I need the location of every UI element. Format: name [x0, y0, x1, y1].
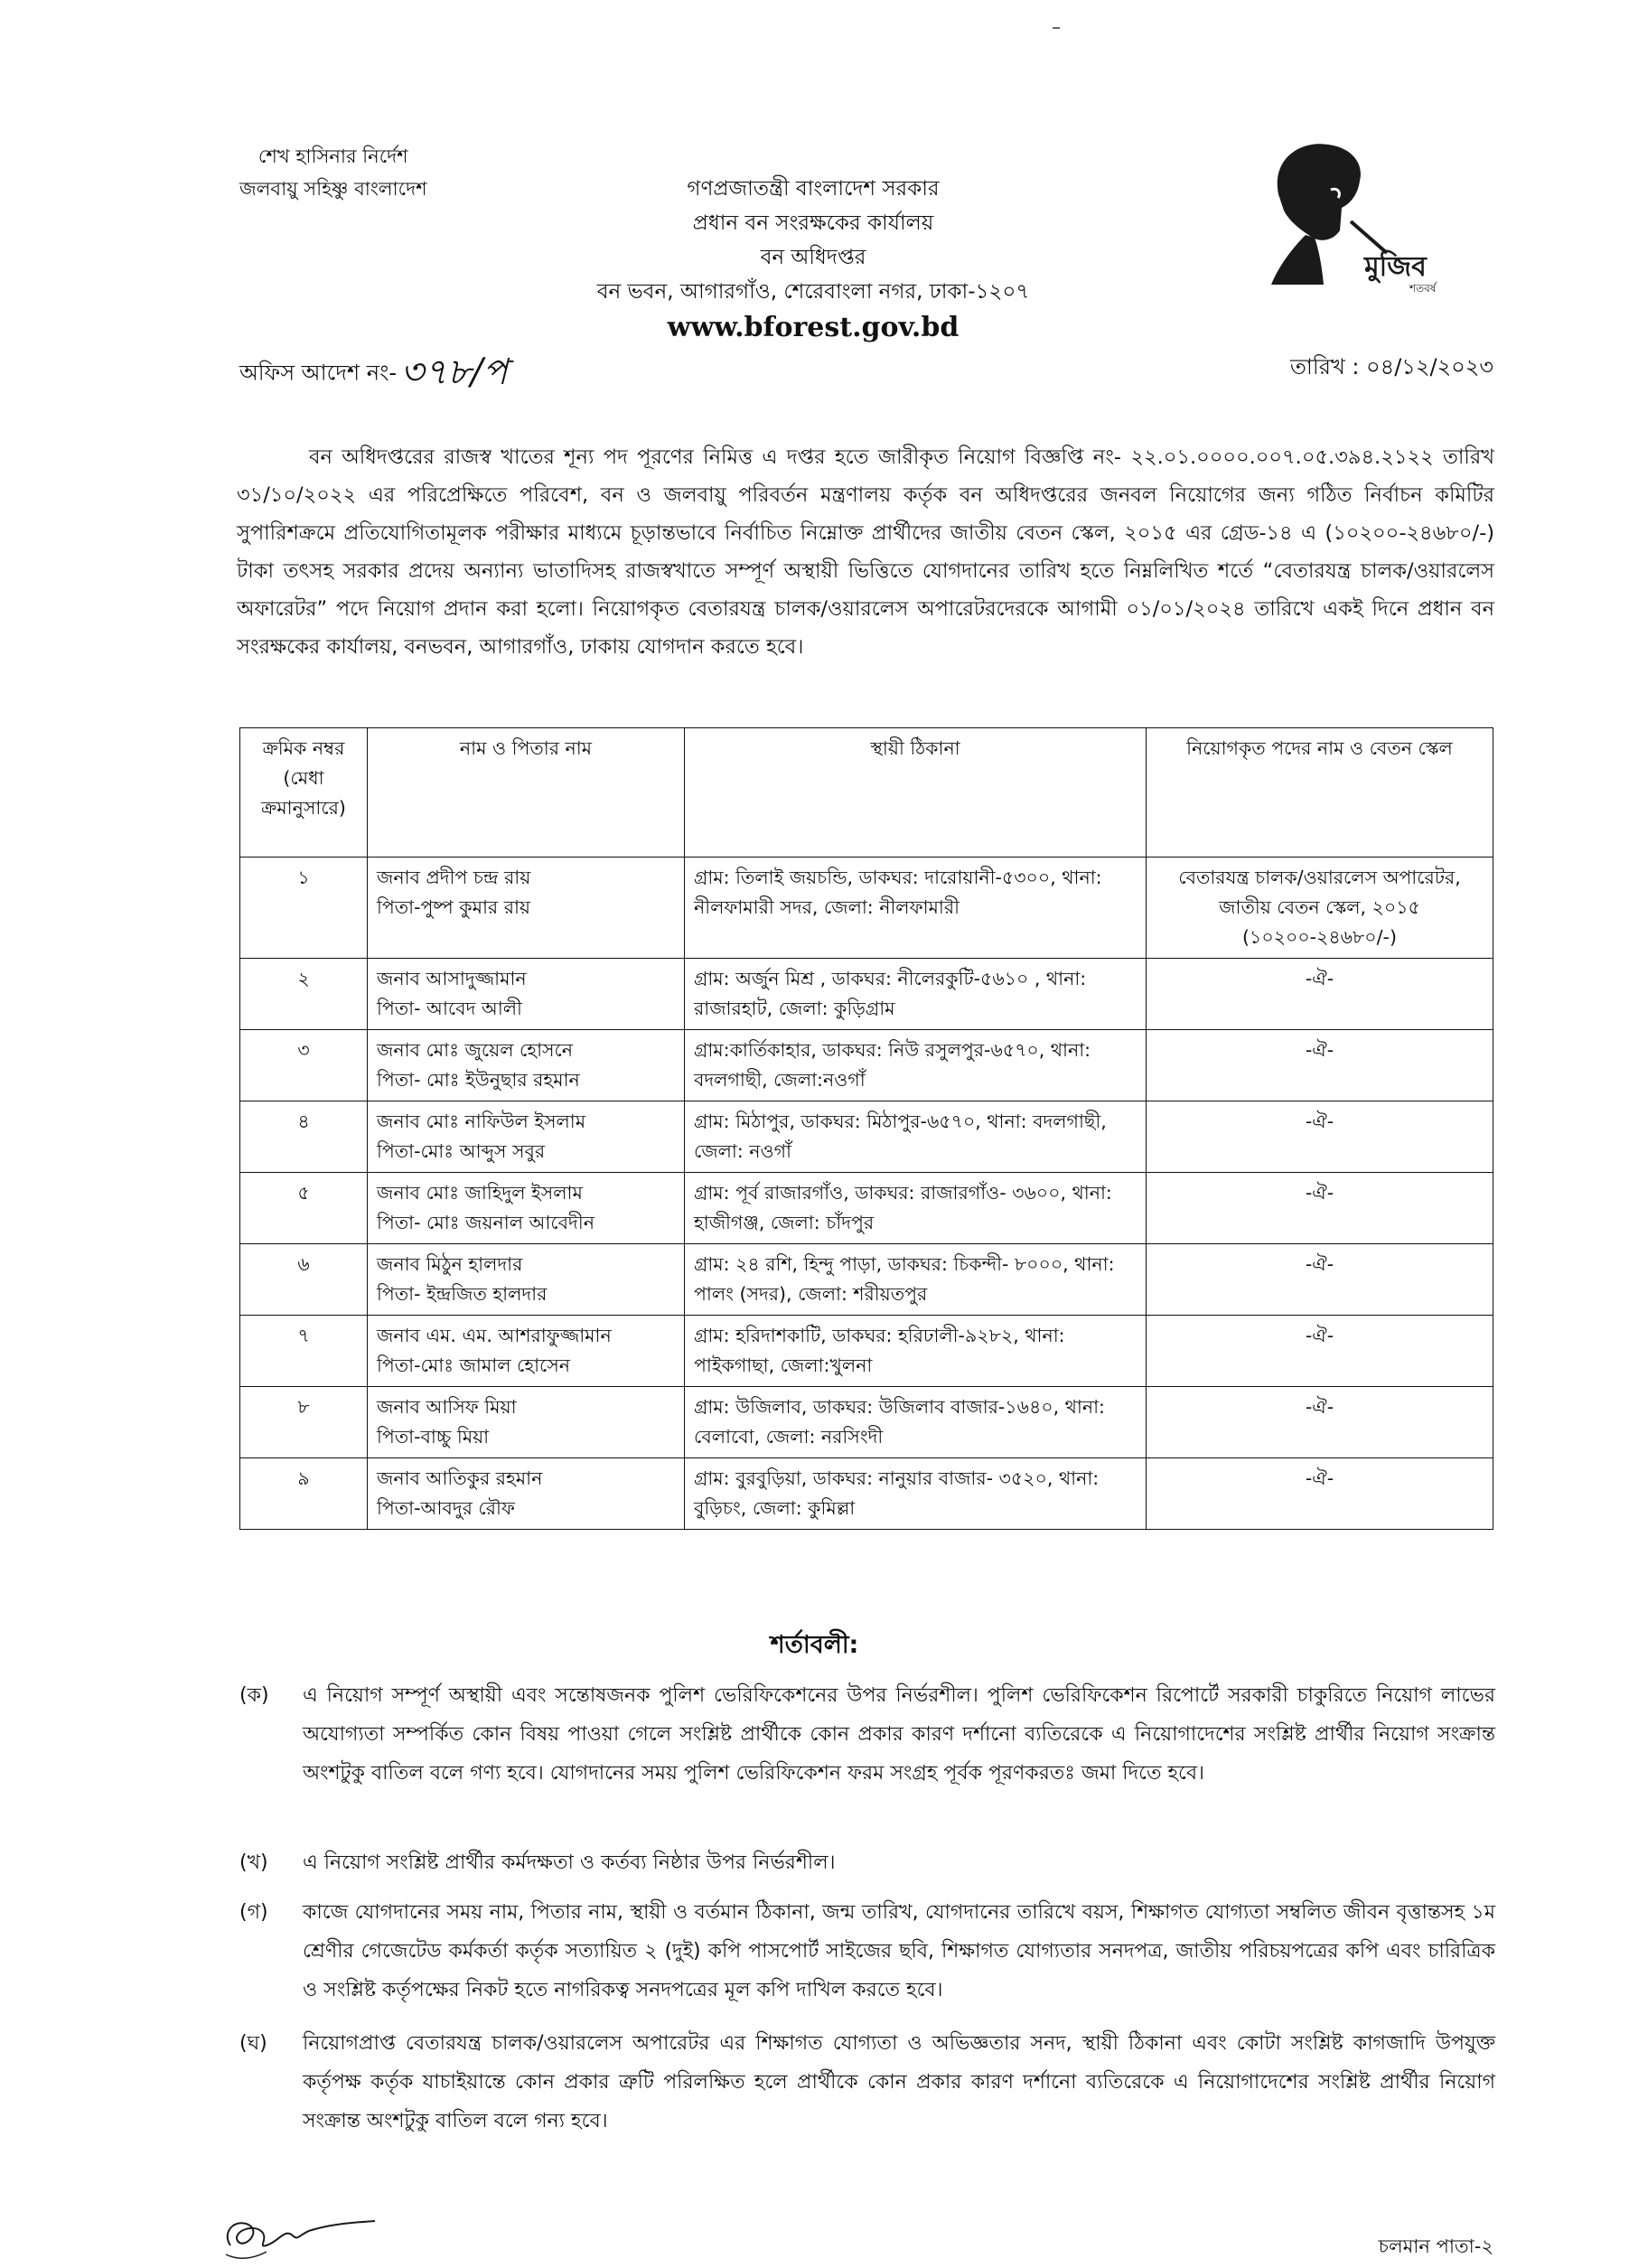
condition-text: নিয়োগপ্রাপ্ত বেতারযন্ত্র চালক/ওয়ারলেস অপারেটর এর শিক্ষাগত যোগ্যতা ও অভিজ্ঞতার সনদ, স্থায়ী ঠিকানা এবং কোটা সংশ্লিষ্ট কাগজাদি উপযুক্ত কর্তৃপক্ষ কর্তৃক যাচাইয়ান্তে কোন প্রকার ত্রুটি পরিলক্ষিত হলে প্রার্থীকে কোন প্রকার কারণ দর্শানো ব্যতিরেকে এ নিয়োগাদেশের সংশ্লিষ্ট প্রার্থীর নিয়োগ সংক্রান্ত অংশটুকু বাতিল বলে গন্য হবে।: [303, 2032, 1495, 2132]
serial-cell: ৩: [240, 1030, 368, 1101]
post-cell: -ঐ-: [1147, 1387, 1493, 1458]
office-order-line: [239, 343, 508, 404]
office-order-label: অফিস আদেশ নং-: [239, 360, 398, 386]
header-address: স্থায়ী ঠিকানা: [685, 728, 1147, 858]
condition-item: [239, 1893, 1495, 2010]
government-header: [542, 172, 1084, 345]
svg-text:শতবর্ষ: শতবর্ষ: [1409, 282, 1437, 295]
condition-label: (ক): [239, 1684, 269, 1707]
name-cell: জনাব আতিকুর রহমান পিতা-আবদুর রৌফ: [368, 1458, 685, 1530]
serial-cell: ৭: [240, 1316, 368, 1387]
table-row: [240, 959, 1493, 1030]
gov-line-4: বন ভবন, আগারগাঁও, শেরেবাংলা নগর, ঢাকা-১২০৭: [596, 280, 1030, 304]
post-cell: বেতারযন্ত্র চালক/ওয়ারলেস অপারেটর, জাতীয় বেতন স্কেল, ২০১৫ (১০২০০-২৪৬৮০/-): [1147, 858, 1493, 959]
condition-text: কাজে যোগদানের সময় নাম, পিতার নাম, স্থায়ী ও বর্তমান ঠিকানা, জন্ম তারিখ, যোগদানের তারিখে বয়স, শিক্ষাগত যোগ্যতা সম্বলিত জীবন বৃত্তান্তসহ ১ম শ্রেণীর গেজেটেড কর্মকর্তা কর্তৃক সত্যায়িত ২ (দুই) কপি পাসপোর্ট সাইজের ছবি, শিক্ষাগত যোগ্যতার সনদপত্র, জাতীয় পরিচয়পত্রের কপি এবং চারিত্রিক ও সংশ্লিষ্ট কর্তৃপক্ষের নিকট হতে নাগরিকত্ব সনদপত্রের মূল কপি দাখিল করতে হবে।: [303, 1901, 1495, 2001]
header-serial: ক্রমিক নম্বর (মেধা ক্রমানুসারে): [240, 728, 368, 858]
conditions-title: শর্তাবলী:: [770, 1631, 859, 1659]
name-cell: জনাব প্রদীপ চন্দ্র রায় পিতা-পুষ্প কুমার রায়: [368, 858, 685, 959]
address-cell: গ্রাম: অর্জুন মিশ্র , ডাকঘর: নীলেরকুটি-৫৬১০ , থানা: রাজারহাট, জেলা: কুড়িগ্রাম: [685, 959, 1147, 1030]
slogan-line-1: শেখ হাসিনার নির্দেশ: [257, 145, 408, 167]
gov-line-3: বন অধিদপ্তর: [760, 246, 866, 269]
slogan: [239, 140, 427, 205]
table-row: [240, 1458, 1493, 1530]
post-cell: -ঐ-: [1147, 1316, 1493, 1387]
serial-cell: ৯: [240, 1458, 368, 1530]
condition-label: (খ): [239, 1851, 268, 1874]
table-row: [240, 1173, 1493, 1244]
name-cell: জনাব মোঃ নাফিউল ইসলাম পিতা-মোঃ আব্দুস সবুর: [368, 1101, 685, 1173]
serial-cell: ১: [240, 858, 368, 959]
website: www.bforest.gov.bd: [667, 312, 960, 343]
serial-cell: ৮: [240, 1387, 368, 1458]
name-cell: জনাব মোঃ জাহিদুল ইসলাম পিতা- মোঃ জয়নাল আবেদীন: [368, 1173, 685, 1244]
address-cell: গ্রাম: মিঠাপুর, ডাকঘর: মিঠাপুর-৬৫৭০, থানা: বদলগাছী, জেলা: নওগাঁ: [685, 1101, 1147, 1173]
signature-icon: [212, 2205, 393, 2268]
table-row: [240, 1101, 1493, 1173]
serial-cell: ৬: [240, 1244, 368, 1316]
table-row: [240, 1030, 1493, 1101]
order-date: তারিখ : ০৪/১২/২০২৩: [1289, 354, 1493, 380]
continued-page-note: চলমান পাতা-২: [1378, 2235, 1493, 2257]
table-row: [240, 1387, 1493, 1458]
gov-line-2: প্রধান বন সংরক্ষকের কার্যালয়: [692, 211, 934, 235]
address-cell: গ্রাম:কার্তিকাহার, ডাকঘর: নিউ রসুলপুর-৬৫৭০, থানা: বদলগাছী, জেলা:নওগাঁ: [685, 1030, 1147, 1101]
address-cell: গ্রাম: ২৪ রশি, হিন্দু পাড়া, ডাকঘর: চিকন্দী- ৮০০০, থানা: পালং (সদর), জেলা: শরীয়তপুর: [685, 1244, 1147, 1316]
address-cell: গ্রাম: উজিলাব, ডাকঘর: উজিলাব বাজার-১৬৪০, থানা: বেলাবো, জেলা: নরসিংদী: [685, 1387, 1147, 1458]
table-row: [240, 1316, 1493, 1387]
svg-text:মুজিব: মুজিব: [1364, 251, 1427, 283]
order-body-paragraph: বন অধিদপ্তরের রাজস্ব খাতের শূন্য পদ পূরণের নিমিত্ত এ দপ্তর হতে জারীকৃত নিয়োগ বিজ্ঞপ্তি নং- ২২.০১.০০০০.০০৭.০৫.৩৯৪.২১২২ তারিখ ৩১/১০/২০২২ এর পরিপ্রেক্ষিতে পরিবেশ, বন ও জলবায়ু পরিবর্তন মন্ত্রণালয় কর্তৃক বন অধিদপ্তরের জনবল নিয়োগের জন্য গঠিত নির্বাচন কমিটির সুপারিশক্রমে প্রতিযোগিতামূলক পরীক্ষার মাধ্যমে চূড়ান্তভাবে নির্বাচিত নিম্নোক্ত প্রার্থীদের জাতীয় বেতন স্কেল, ২০১৫ এর গ্রেড-১৪ এ (১০২০০-২৪৬৮০/-) টাকা তৎসহ সরকার প্রদেয় অন্যান্য ভাতাদিসহ রাজস্বখাতে সম্পূর্ণ অস্থায়ী ভিত্তিতে যোগদানের তারিখ হতে নিম্নলিখিত শর্তে “বেতারযন্ত্র চালক/ওয়ারলেস অফারেটর” পদে নিয়োগ প্রদান করা হলো। নিয়োগকৃত বেতারযন্ত্র চালক/ওয়ারলেস অপারেটরদেরকে আগামী ০১/০১/২০২৪ তারিখে একই দিনে প্রধান বন সংরক্ষকের কার্যালয়, বনভবন, আগারগাঁও, ঢাকায় যোগদান করতে হবে।: [237, 445, 1494, 659]
name-cell: জনাব মিঠুন হালদার পিতা- ইন্দ্রজিত হালদার: [368, 1244, 685, 1316]
serial-cell: ৪: [240, 1101, 368, 1173]
serial-cell: ৫: [240, 1173, 368, 1244]
post-cell: -ঐ-: [1147, 1458, 1493, 1530]
condition-item: [239, 2024, 1495, 2141]
post-cell: -ঐ-: [1147, 1244, 1493, 1316]
table-row: [240, 1244, 1493, 1316]
condition-text: এ নিয়োগ সংশ্লিষ্ট প্রার্থীর কর্মদক্ষতা ও কর্তব্য নিষ্ঠার উপর নির্ভরশীল।: [303, 1851, 836, 1874]
condition-item: [239, 1843, 1495, 1882]
post-cell: -ঐ-: [1147, 959, 1493, 1030]
gov-line-1: গণপ্রজাতন্ত্রী বাংলাদেশ সরকার: [687, 177, 940, 201]
condition-text: এ নিয়োগ সম্পূর্ণ অস্থায়ী এবং সন্তোষজনক পুলিশ ভেরিফিকেশনের উপর নির্ভরশীল। পুলিশ ভেরিফিকেশন রিপোর্টে সরকারী চাকুরিতে নিয়োগ লাভের অযোগ্যতা সম্পর্কিত কোন বিষয় পাওয়া গেলে সংশ্লিষ্ট প্রার্থীকে কোন প্রকার কারণ দর্শানো ব্যতিরেকে এ নিয়োগাদেশের সংশ্লিষ্ট প্রার্থীর নিয়োগ সংক্রান্ত অংশটুকু বাতিল বলে গণ্য হবে। যোগদানের সময় পুলিশ ভেরিফিকেশন ফরম সংগ্রহ পূর্বক পূরণকরতঃ জমা দিতে হবে।: [303, 1684, 1495, 1785]
condition-label: (ঘ): [239, 2032, 267, 2055]
address-cell: গ্রাম: পূর্ব রাজারগাঁও, ডাকঘর: রাজারগাঁও- ৩৬০০, থানা: হাজীগঞ্জ, জেলা: চাঁদপুর: [685, 1173, 1147, 1244]
table-header-row: [240, 728, 1493, 858]
address-cell: গ্রাম: হরিদাশকাটি, ডাকঘর: হরিঢালী-৯২৮২, থানা: পাইকগাছা, জেলা:খুলনা: [685, 1316, 1147, 1387]
header-name: নাম ও পিতার নাম: [368, 728, 685, 858]
name-cell: জনাব আসিফ মিয়া পিতা-বাচ্চু মিয়া: [368, 1387, 685, 1458]
post-cell: -ঐ-: [1147, 1030, 1493, 1101]
post-cell: -ঐ-: [1147, 1101, 1493, 1173]
mujib-centenary-logo-icon: [1215, 131, 1459, 298]
slogan-line-2: জলবায়ু সহিষ্ণু বাংলাদেশ: [239, 178, 427, 200]
address-cell: গ্রাম: তিলাই জয়চন্ডি, ডাকঘর: দারোয়ানী-৫৩০০, থানা: নীলফামারী সদর, জেলা: নীলফামারী: [685, 858, 1147, 959]
address-cell: গ্রাম: বুরবুড়িয়া, ডাকঘর: নানুয়ার বাজার- ৩৫২০, থানা: বুড়িচং, জেলা: কুমিল্লা: [685, 1458, 1147, 1530]
scan-mark: [1053, 27, 1060, 29]
name-cell: জনাব আসাদুজ্জামান পিতা- আবেদ আলী: [368, 959, 685, 1030]
post-cell: -ঐ-: [1147, 1173, 1493, 1244]
condition-label: (গ): [239, 1901, 268, 1924]
name-cell: জনাব এম. এম. আশরাফুজ্জামান পিতা-মোঃ জামাল হোসেন: [368, 1316, 685, 1387]
table-row: [240, 858, 1493, 959]
appointee-table: [239, 727, 1493, 1530]
office-order-number: ৩৭৮/প: [400, 351, 508, 393]
header-post: নিয়োগকৃত পদের নাম ও বেতন স্কেল: [1147, 728, 1493, 858]
condition-item: [239, 1676, 1495, 1793]
serial-cell: ২: [240, 959, 368, 1030]
name-cell: জনাব মোঃ জুয়েল হোসনে পিতা- মোঃ ইউনুছার রহমান: [368, 1030, 685, 1101]
